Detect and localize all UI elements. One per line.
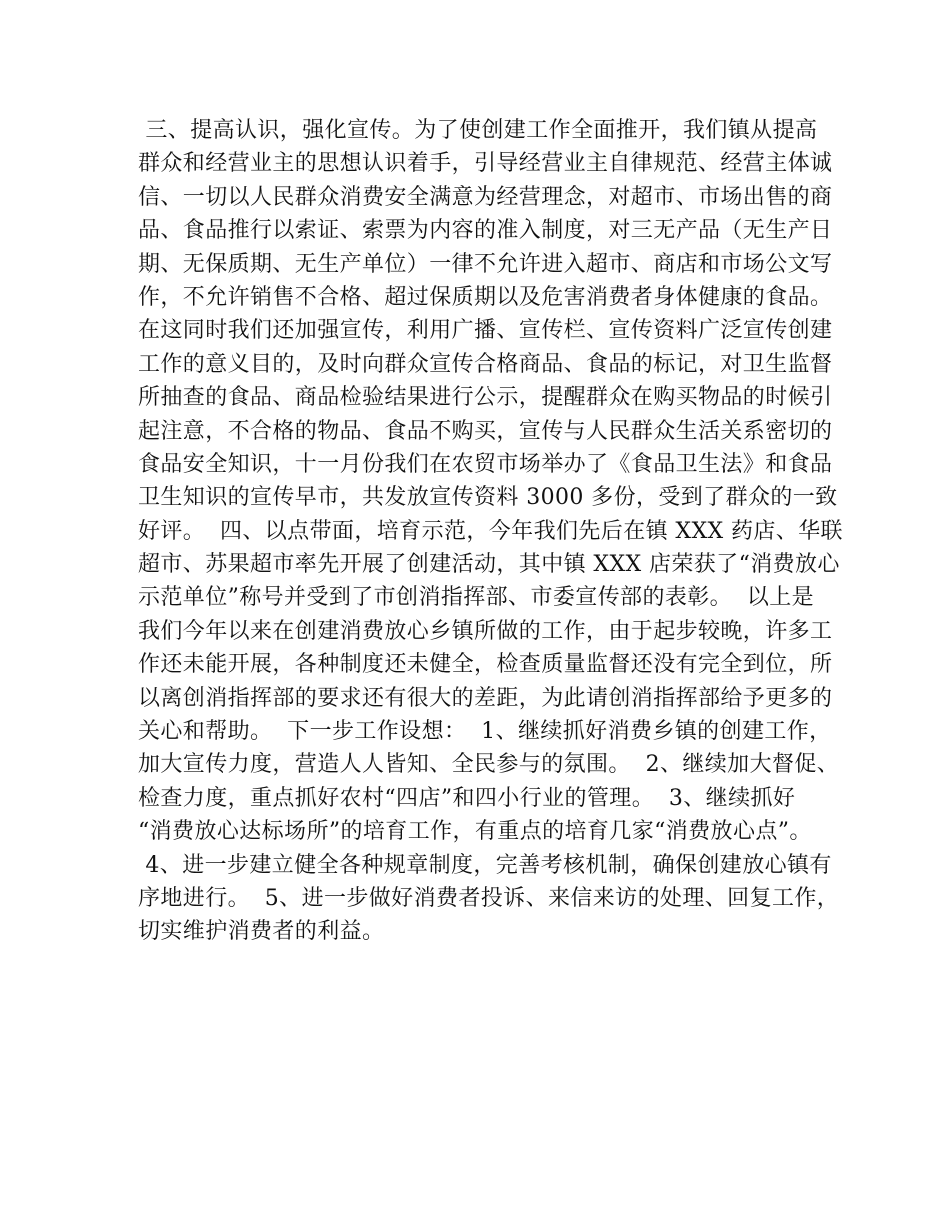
text-line: 在这同时我们还加强宣传，利用广播、宣传栏、宣传资料广泛宣传创建	[138, 318, 833, 344]
text-line: 4、进一步建立健全各种规章制度，完善考核机制，确保创建放心镇有	[138, 852, 832, 878]
text-line: 好评。 四、以点带面，培育示范，今年我们先后在镇 XXX 药店、华联	[138, 518, 843, 544]
text-line: 作，不允许销售不合格、超过保质期以及危害消费者身体健康的食品。	[138, 284, 833, 310]
text-line: 所抽查的食品、商品检验结果进行公示，提醒群众在购买物品的时候引	[138, 385, 833, 411]
text-line: 加大宣传力度，营造人人皆知、全民参与的氛围。 2、继续加大督促、	[138, 752, 840, 778]
text-line: 期、无保质期、无生产单位）一律不允许进入超市、商店和市场公文写	[138, 251, 833, 277]
text-line: 序地进行。 5、进一步做好消费者投诉、来信来访的处理、回复工作，	[138, 885, 840, 911]
text-line: 工作的意义目的，及时向群众宣传合格商品、食品的标记，对卫生监督	[138, 351, 833, 377]
text-line: 以离创消指挥部的要求还有很大的差距，为此请创消指挥部给予更多的	[138, 685, 833, 711]
text-line: 品、食品推行以索证、索票为内容的准入制度，对三无产品（无生产日	[138, 218, 833, 244]
text-line: 卫生知识的宣传早市，共发放宣传资料 3000 多份，受到了群众的一致	[138, 485, 838, 511]
text-line: 示范单位”称号并受到了市创消指挥部、市委宣传部的表彰。 以上是	[138, 585, 815, 611]
text-line: 起注意，不合格的物品、食品不购买，宣传与人民群众生活关系密切的	[138, 418, 833, 444]
text-line: 食品安全知识，十一月份我们在农贸市场举办了《食品卫生法》和食品	[138, 451, 833, 477]
text-line: 检查力度，重点抓好农村“四店”和四小行业的管理。 3、继续抓好	[138, 785, 796, 811]
text-line: 作还未能开展，各种制度还未健全，检查质量监督还没有完全到位，所	[138, 652, 833, 678]
text-line: “消费放心达标场所”的培育工作，有重点的培育几家“消费放心点”。	[138, 819, 812, 845]
text-line: 关心和帮助。 下一步工作设想： 1、继续抓好消费乡镇的创建工作，	[138, 719, 832, 745]
text-line: 信、一切以人民群众消费安全满意为经营理念，对超市、市场出售的商	[138, 184, 833, 210]
text-line: 我们今年以来在创建消费放心乡镇所做的工作，由于起步较晚，许多工	[138, 618, 833, 644]
text-line: 切实维护消费者的利益。	[138, 919, 385, 945]
text-line: 群众和经营业主的思想认识着手，引导经营业主自律规范、经营主体诚	[138, 151, 833, 177]
text-line: 超市、苏果超市率先开展了创建活动，其中镇 XXX 店荣获了“消费放心	[138, 552, 840, 578]
text-line: 三、提高认识，强化宣传。为了使创建工作全面推开，我们镇从提高	[138, 118, 818, 143]
body-text	[138, 114, 843, 949]
